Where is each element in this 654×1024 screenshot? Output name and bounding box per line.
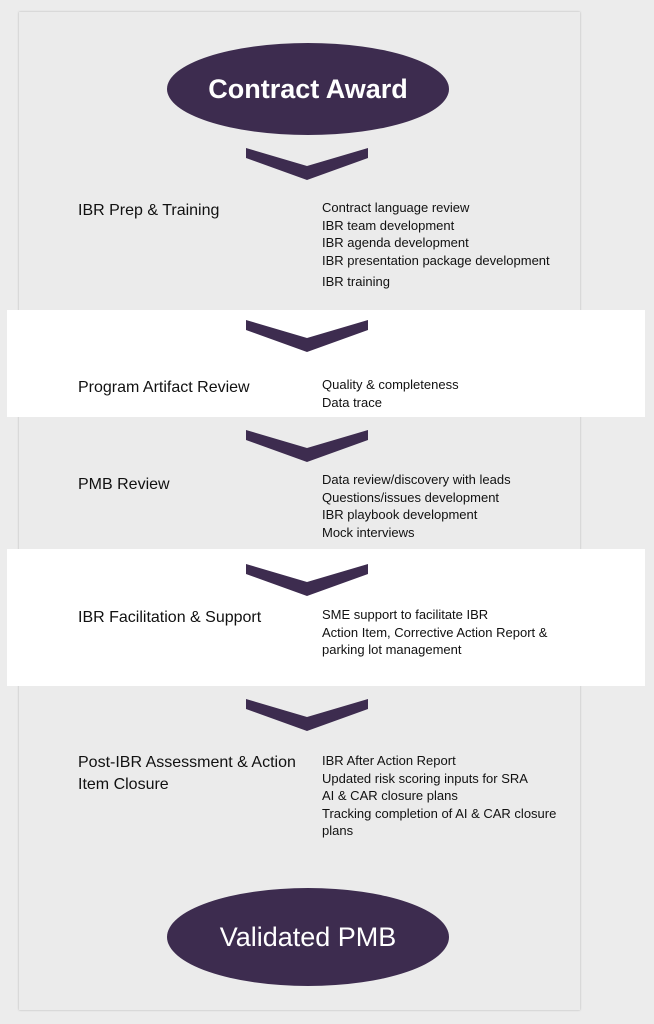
detail-item: Tracking completion of AI & CAR closure plans xyxy=(322,805,557,838)
detail-item: Mock interviews xyxy=(322,524,415,540)
stage-title-facilitation: IBR Facilitation & Support xyxy=(78,609,262,626)
stage-title-pmb-review: PMB Review xyxy=(78,476,170,493)
stage-details-artifact-review xyxy=(322,376,572,411)
detail-item: AI & CAR closure plans xyxy=(322,788,458,803)
detail-item: Data review/discovery with leads xyxy=(322,472,511,487)
stage-details-facilitation xyxy=(322,606,567,659)
detail-item: Contract language review xyxy=(322,200,470,215)
start-node xyxy=(167,43,449,135)
chevron-down-icon xyxy=(246,430,368,462)
stage-details-post-ibr xyxy=(322,752,567,840)
detail-item: Updated risk scoring inputs for SRA xyxy=(322,770,528,786)
detail-item: Questions/issues development xyxy=(322,489,500,505)
detail-item: SME support to facilitate IBR xyxy=(322,607,489,622)
stage-details-ibr-prep xyxy=(322,199,572,291)
detail-item: IBR training xyxy=(322,274,390,289)
detail-item: Action Item, Corrective Action Report & parking lot management xyxy=(322,624,548,657)
chevron-down-icon xyxy=(246,699,368,731)
detail-item: IBR After Action Report xyxy=(322,753,456,768)
detail-item: Quality & completeness xyxy=(322,377,459,392)
stage-details-pmb-review xyxy=(322,471,572,541)
end-node xyxy=(167,888,449,986)
detail-item: Data trace xyxy=(322,394,382,410)
detail-item: IBR agenda development xyxy=(322,235,469,250)
stage-title-post-ibr: Post-IBR Assessment & Action Item Closure xyxy=(78,754,296,793)
detail-item: IBR team development xyxy=(322,217,455,233)
end-node-label: Validated PMB xyxy=(219,921,397,952)
stage-title-ibr-prep: IBR Prep & Training xyxy=(78,202,220,219)
detail-item: IBR playbook development xyxy=(322,507,478,522)
stage-title-artifact-review: Program Artifact Review xyxy=(78,379,250,396)
chevron-down-icon xyxy=(246,148,368,180)
start-node-label: Contract Award xyxy=(208,73,408,104)
chevron-down-icon xyxy=(246,320,368,352)
detail-item: IBR presentation package development xyxy=(322,252,550,268)
chevron-down-icon xyxy=(246,564,368,596)
